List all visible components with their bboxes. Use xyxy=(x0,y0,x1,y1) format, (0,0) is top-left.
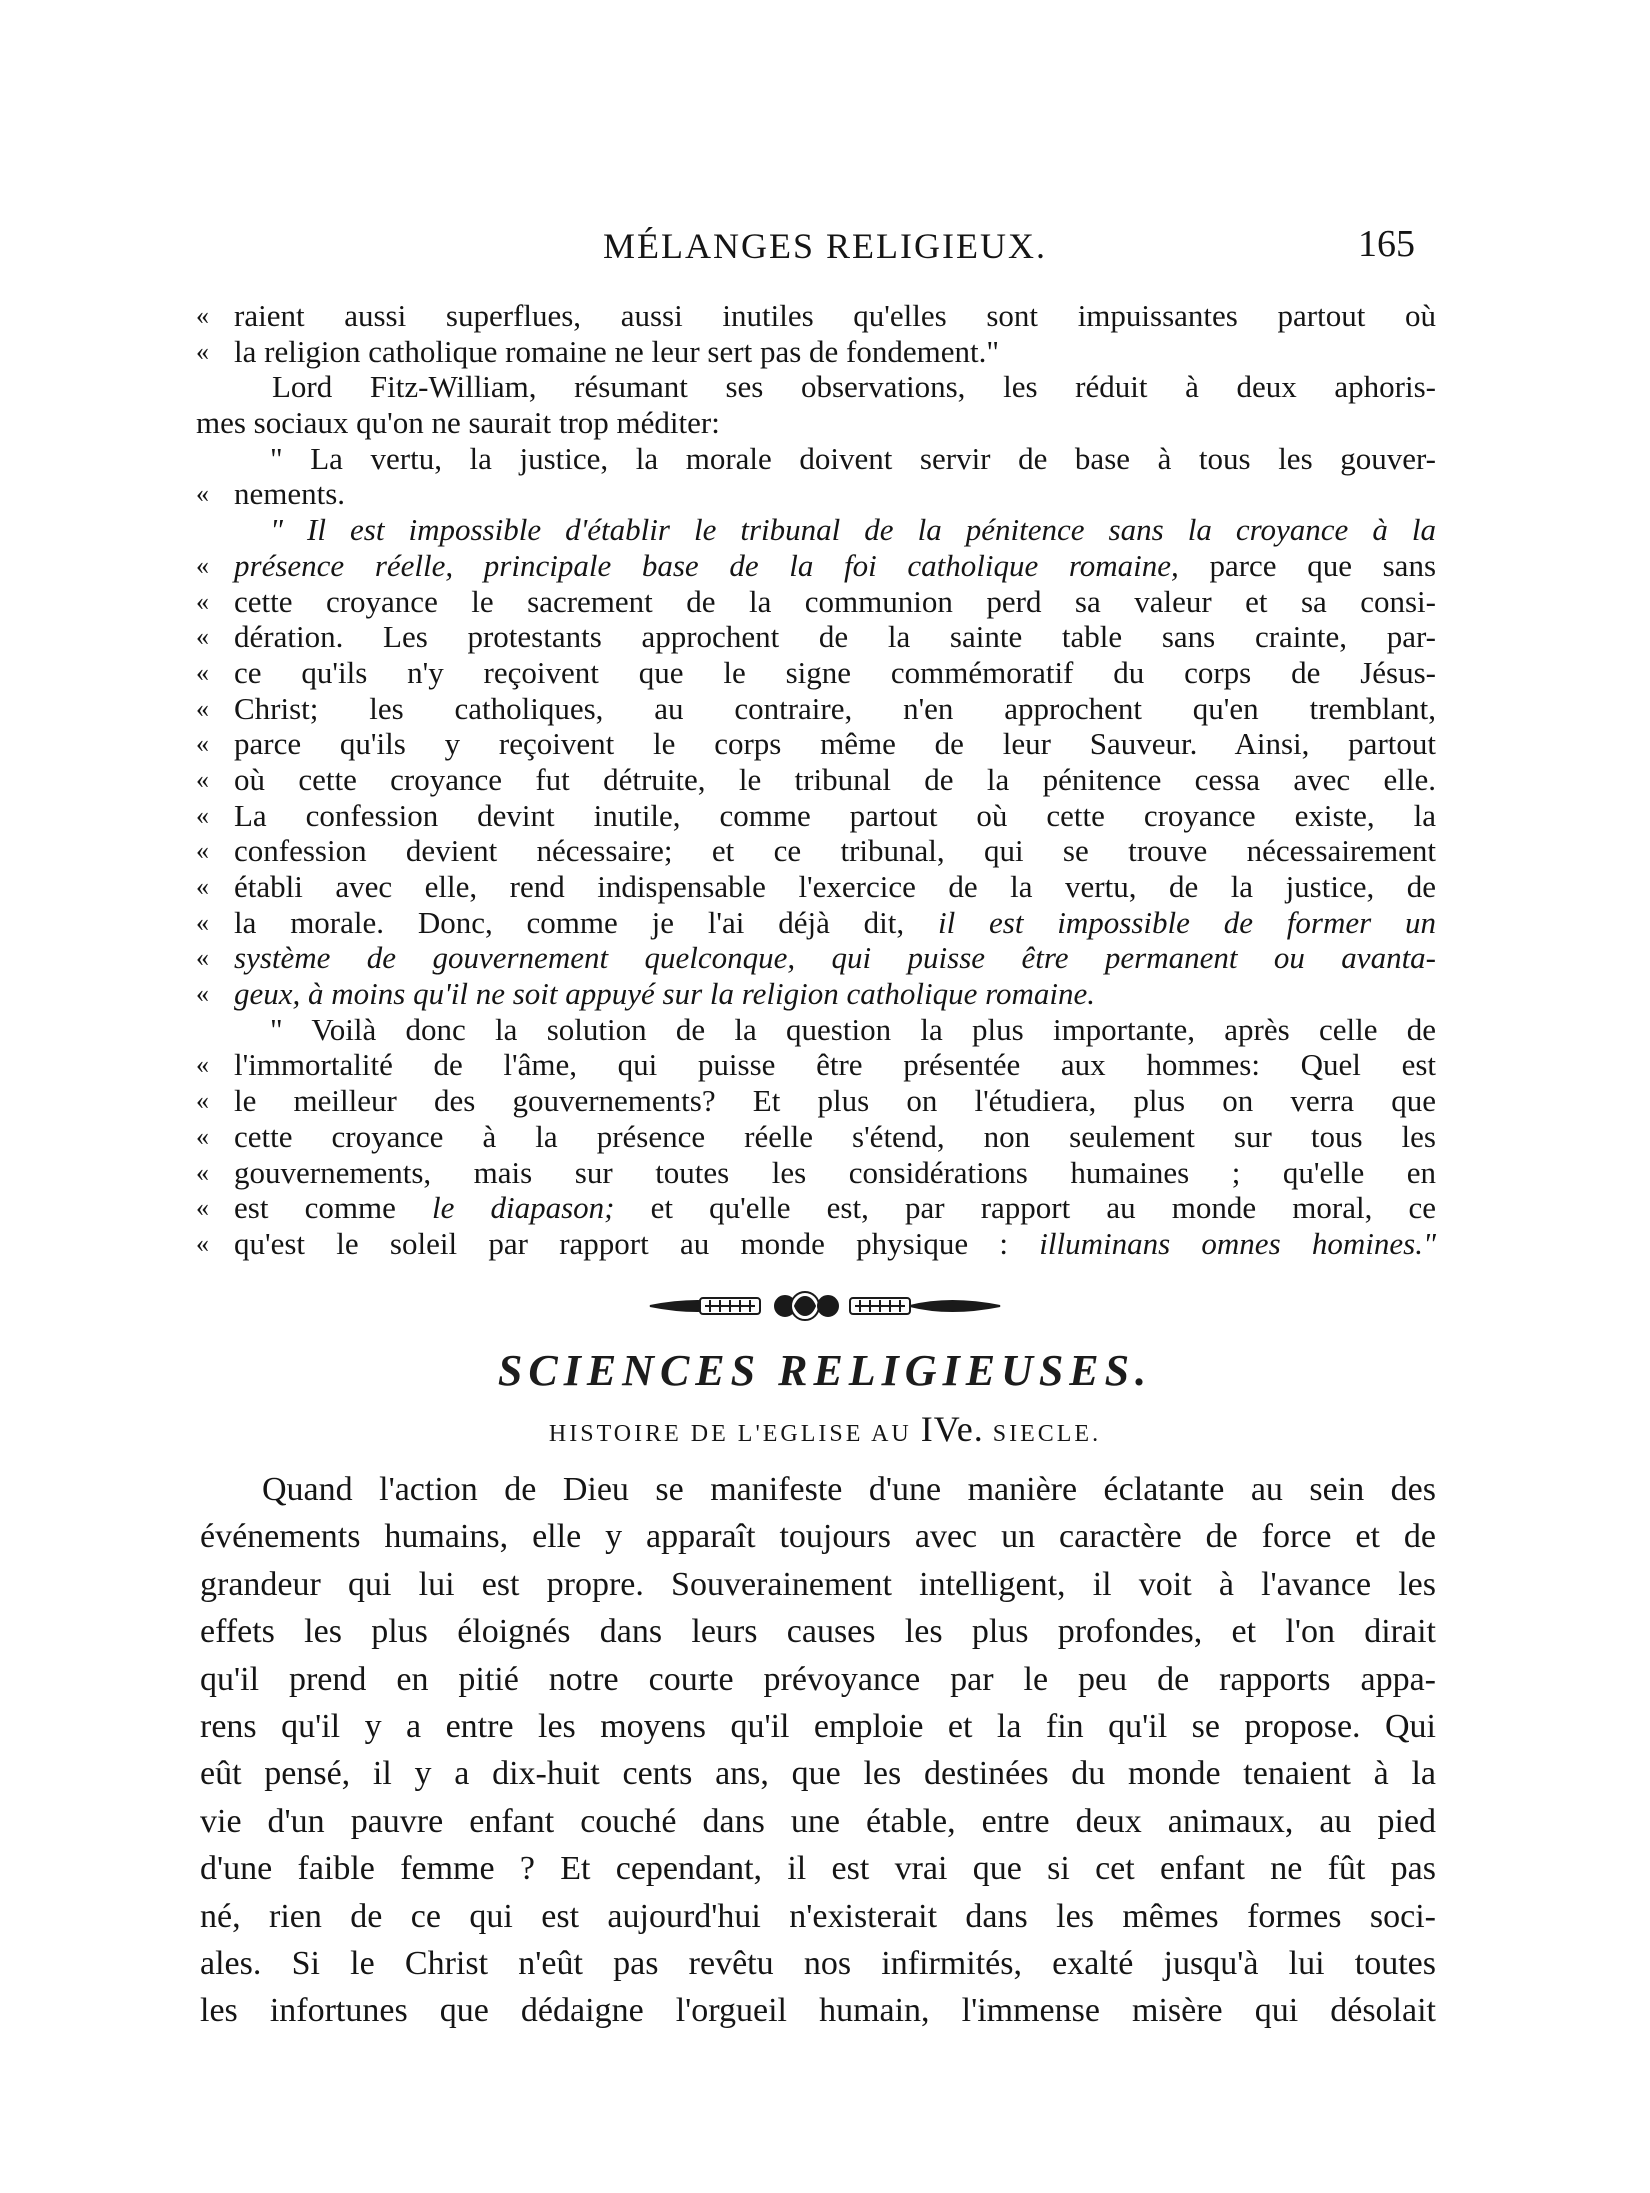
quote-mark: « xyxy=(196,336,209,366)
quote-line-text xyxy=(234,905,1436,941)
quote-line-text: l'immortalité de l'âme, qui puisse être présentée aux hommes: Quel est xyxy=(234,1047,1436,1083)
body-line: né, rien de ce qui est aujourd'hui n'existerait dans les mêmes formes soci- xyxy=(200,1897,1436,1935)
quote-line-text: dération. Les protestants approchent de la sainte table sans crainte, par- xyxy=(234,619,1436,655)
quote-mark: « xyxy=(196,301,209,330)
quote-line-text xyxy=(234,1226,1436,1262)
quote-line-text: parce qu'ils y reçoivent le corps même de leur Sauveur. Ainsi, partout xyxy=(234,726,1436,762)
italic-segment: il est impossible de former un xyxy=(904,904,1436,940)
quote-line-text: nements. xyxy=(234,476,346,512)
quote-mark: « xyxy=(196,1157,209,1187)
quote-line xyxy=(196,798,1436,834)
quote-mark: « xyxy=(196,693,209,723)
quote-mark: « xyxy=(196,907,209,937)
quote-line-text: " La vertu, la justice, la morale doivent servir de base à tous les gouver- xyxy=(270,440,1436,476)
quote-line-text: cette croyance à la présence réelle s'étend, non seulement sur tous les xyxy=(234,1118,1436,1154)
quote-line xyxy=(196,976,1436,1012)
quote-line-text: la religion catholique romaine ne leur sert pas de fondement." xyxy=(234,333,999,369)
body-line: eût pensé, il y a dix-huit cents ans, que les destinées du monde tenaient à la xyxy=(200,1755,1436,1793)
section-title: SCIENCES RELIGIEUSES. xyxy=(497,1346,1153,1395)
quotation-block xyxy=(196,298,1436,1262)
quote-mark: « xyxy=(196,586,209,616)
quote-line xyxy=(196,1083,1436,1119)
quote-mark: « xyxy=(196,1086,209,1116)
quote-line xyxy=(196,334,1436,370)
quote-line xyxy=(196,1190,1436,1226)
quote-line-text xyxy=(234,548,1436,584)
quote-line xyxy=(196,655,1436,691)
quote-line xyxy=(196,1226,1436,1262)
quote-line-text: cette croyance le sacrement de la communion perd sa valeur et sa consi- xyxy=(234,583,1436,619)
quote-line-text: confession devient nécessaire; et ce tribunal, qui se trouve nécessairement xyxy=(234,833,1436,869)
quote-mark: « xyxy=(196,800,209,830)
italic-segment: illuminans omnes homines." xyxy=(1007,1225,1436,1261)
quote-mark: « xyxy=(196,1228,209,1258)
quote-line xyxy=(196,405,1436,441)
page-number: 165 xyxy=(1358,223,1415,265)
quote-line-text: ce qu'ils n'y reçoivent que le signe commémoratif du corps de Jésus- xyxy=(234,654,1436,690)
quote-mark: « xyxy=(196,979,209,1009)
quote-line-text: mes sociaux qu'on ne saurait trop méditer: xyxy=(196,405,720,441)
quote-line xyxy=(196,940,1436,976)
subtitle-suffix: SIECLE. xyxy=(992,1421,1102,1447)
quote-mark: « xyxy=(196,622,209,652)
body-line: effets les plus éloignés dans leurs causes les plus profondes, et l'on dirait xyxy=(200,1613,1436,1651)
body-line: les infortunes que dédaigne l'orgueil humain, l'immense misère qui désolait xyxy=(200,1992,1436,2030)
quote-line-text: La confession devint inutile, comme partout où cette croyance existe, la xyxy=(234,797,1436,833)
body-line: rens qu'il y a entre les moyens qu'il emploie et la fin qu'il se propose. Qui xyxy=(200,1707,1436,1745)
body-line: vie d'un pauvre enfant couché dans une étable, entre deux animaux, au pied xyxy=(200,1802,1436,1840)
quote-line-text: Lord Fitz-William, résumant ses observations, les réduit à deux aphoris- xyxy=(272,369,1436,405)
roman-segment: et qu'elle est, par rapport au monde moral, ce xyxy=(614,1190,1436,1226)
quote-line-text: établi avec elle, rend indispensable l'exercice de la vertu, de la justice, de xyxy=(234,869,1436,904)
quote-line xyxy=(196,369,1436,405)
roman-segment: est comme xyxy=(234,1190,396,1226)
quote-line xyxy=(196,905,1436,941)
quote-line-text: " Voilà donc la solution de la question la plus importante, après celle de xyxy=(270,1011,1436,1047)
quote-mark: « xyxy=(196,729,209,759)
quote-line-text: système de gouvernement quelconque, qui puisse être permanent ou avanta- xyxy=(234,940,1436,976)
quote-line xyxy=(196,762,1436,798)
quote-line-text: où cette croyance fut détruite, le tribunal de la pénitence cessa avec elle. xyxy=(234,761,1436,797)
quote-line xyxy=(196,869,1436,905)
quote-line xyxy=(196,298,1436,334)
body-text xyxy=(200,1466,1436,2035)
quote-line-text: Christ; les catholiques, au contraire, n'en approchent qu'en tremblant, xyxy=(234,690,1436,726)
quote-line xyxy=(196,619,1436,655)
quote-line xyxy=(196,512,1436,548)
quote-line-text: " Il est impossible d'établir le tribunal de la pénitence sans la croyance à la xyxy=(270,512,1436,548)
quote-line xyxy=(196,726,1436,762)
body-line: d'une faible femme ? Et cependant, il est vrai que si cet enfant ne fût pas xyxy=(200,1850,1436,1888)
quote-line xyxy=(196,584,1436,620)
quote-mark: « xyxy=(196,764,209,794)
roman-segment: qu'est le soleil par rapport au monde physique : xyxy=(234,1225,1008,1261)
quote-mark: « xyxy=(196,943,209,973)
quote-line-text: gouvernements, mais sur toutes les considérations humaines ; qu'elle en xyxy=(234,1154,1436,1190)
body-line: événements humains, elle y apparaît toujours avec un caractère de force et de xyxy=(200,1518,1436,1556)
body-line: grandeur qui lui est propre. Souverainement intelligent, il voit à l'avance les xyxy=(200,1565,1436,1603)
quote-line xyxy=(196,548,1436,584)
quote-mark: « xyxy=(196,657,209,687)
quote-mark: « xyxy=(196,1193,209,1223)
quote-mark: « xyxy=(196,1050,209,1080)
quote-line xyxy=(196,441,1436,477)
quote-mark: « xyxy=(196,872,209,901)
roman-segment: parce que sans xyxy=(1178,547,1437,583)
running-header-title: MÉLANGES RELIGIEUX. xyxy=(603,226,1047,266)
body-line: Quand l'action de Dieu se manifeste d'une manière éclatante au sein des xyxy=(262,1471,1436,1508)
quote-line xyxy=(196,1155,1436,1191)
quote-line xyxy=(196,1012,1436,1048)
body-line: ales. Si le Christ n'eût pas revêtu nos infirmités, exalté jusqu'à lui toutes xyxy=(200,1944,1436,1982)
italic-segment: présence réelle, principale base de la foi catholique romaine, xyxy=(234,547,1179,583)
quote-line xyxy=(196,1119,1436,1155)
body-line: qu'il prend en pitié notre courte prévoyance par le peu de rapports appa- xyxy=(200,1660,1436,1698)
quote-line xyxy=(196,833,1436,869)
subtitle-century: IVe. xyxy=(920,1409,984,1449)
quote-line-text xyxy=(234,1190,1436,1226)
section-subtitle xyxy=(0,1408,1650,1450)
quote-mark: « xyxy=(196,479,209,509)
quote-line xyxy=(196,1047,1436,1083)
quote-line-text: le meilleur des gouvernements? Et plus on l'étudiera, plus on verra que xyxy=(234,1083,1436,1119)
decorative-divider-icon xyxy=(0,1286,1650,1326)
quote-mark: « xyxy=(196,1121,209,1151)
quote-line-text: geux, à moins qu'il ne soit appuyé sur la religion catholique romaine. xyxy=(234,976,1096,1012)
quote-line-text: raient aussi superflues, aussi inutiles qu'elles sont impuissantes partout où xyxy=(234,298,1436,333)
italic-segment: le diapason; xyxy=(395,1190,615,1226)
quote-mark: « xyxy=(196,550,209,580)
roman-segment: la morale. Donc, comme je l'ai déjà dit, xyxy=(234,904,905,940)
quote-mark: « xyxy=(196,836,209,866)
quote-line xyxy=(196,691,1436,727)
subtitle-prefix: HISTOIRE DE L'EGLISE AU xyxy=(548,1421,912,1447)
quote-line xyxy=(196,476,1436,512)
